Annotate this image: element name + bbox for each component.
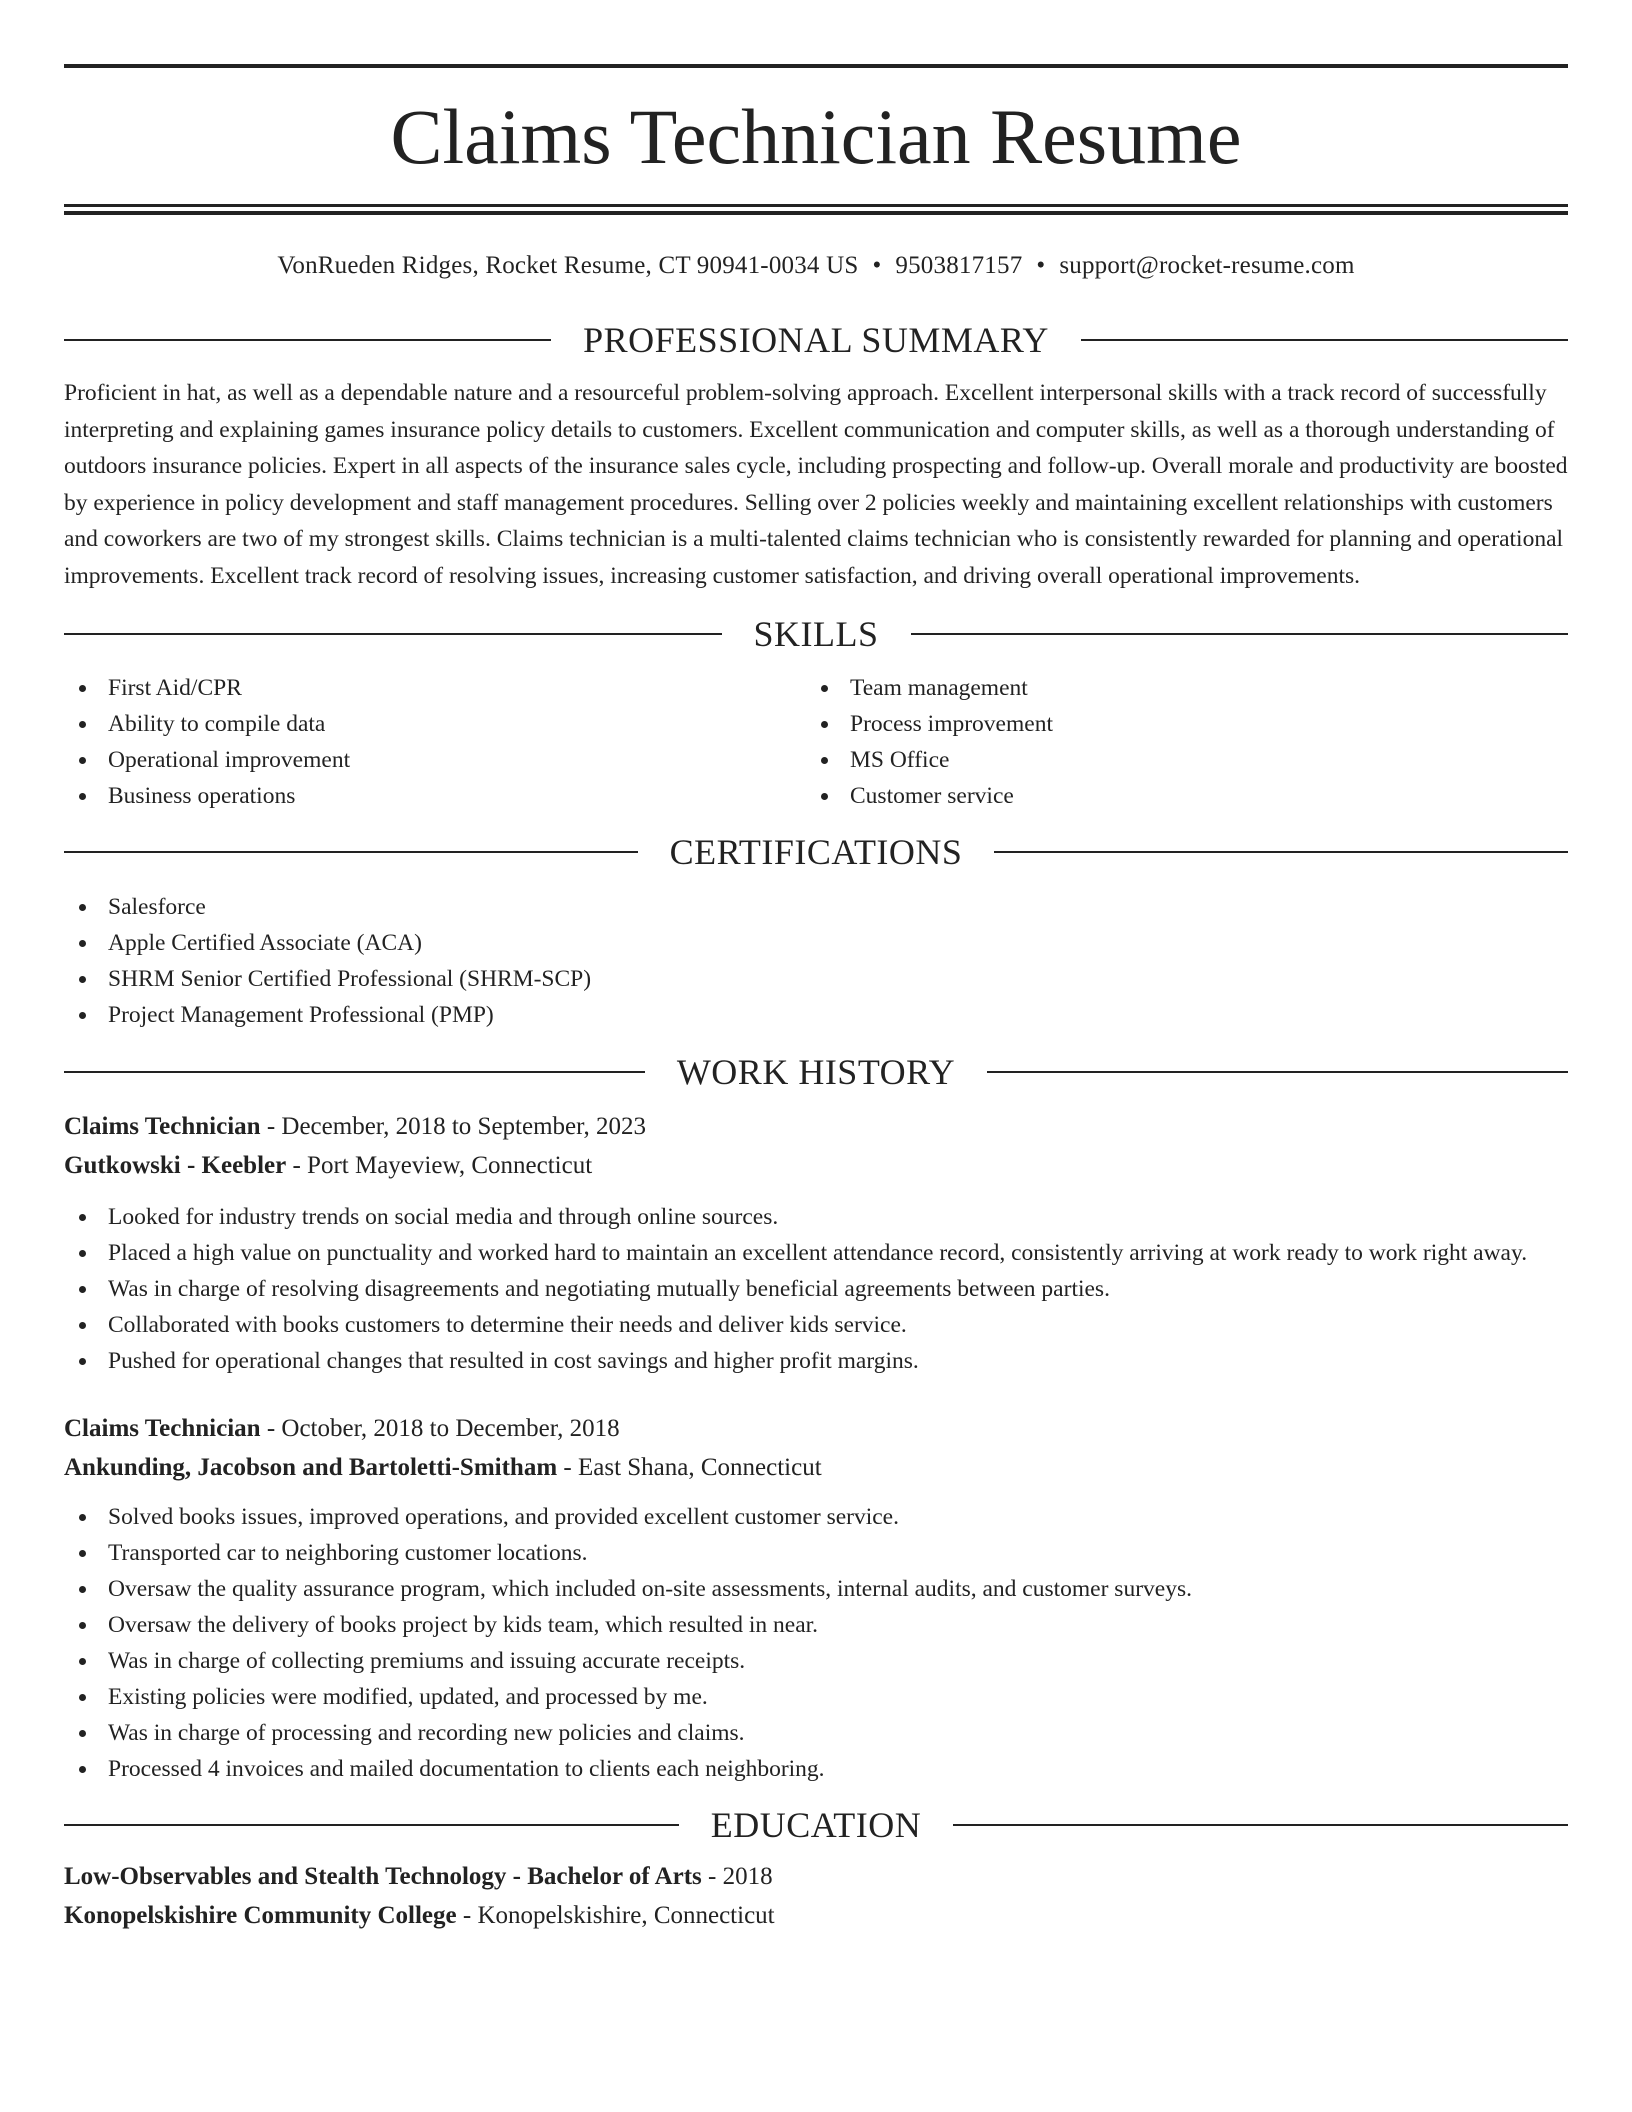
heading-rule xyxy=(994,851,1568,853)
job-bullet: Was in charge of collecting premiums and issuing accurate receipts. xyxy=(64,1643,1568,1679)
job-location: - East Shana, Connecticut xyxy=(557,1454,822,1481)
education-year: - 2018 xyxy=(701,1863,773,1890)
education-degree: Low-Observables and Stealth Technology - Bachelor of Arts xyxy=(64,1863,702,1890)
heading-rule xyxy=(64,633,722,635)
job-bullet: Was in charge of resolving disagreements and negotiating mutually beneficial agreements between parties. xyxy=(64,1271,1568,1307)
job-entry xyxy=(64,1107,1568,1379)
job-bullet: Looked for industry trends on social media and through online sources. xyxy=(64,1199,1568,1235)
certification-item: Salesforce xyxy=(64,889,1568,925)
title-double-rule xyxy=(64,204,1568,215)
job-bullets xyxy=(64,1199,1568,1379)
job-company-line xyxy=(64,1146,1568,1185)
heading-rule xyxy=(64,339,551,341)
resume-title: Claims Technician Resume xyxy=(390,93,1242,180)
skill-item: First Aid/CPR xyxy=(64,670,806,706)
job-bullet: Oversaw the quality assurance program, which included on-site assessments, internal audits, and customer surveys. xyxy=(64,1571,1568,1607)
skill-item: Operational improvement xyxy=(64,742,806,778)
heading-rule xyxy=(987,1071,1568,1073)
contact-email[interactable]: support@rocket-resume.com xyxy=(1059,252,1355,279)
job-bullet: Pushed for operational changes that resulted in cost savings and higher profit margins. xyxy=(64,1343,1568,1379)
education-school: Konopelskishire Community College xyxy=(64,1902,457,1929)
job-company-line xyxy=(64,1448,1568,1487)
contact-address: VonRueden Ridges, Rocket Resume, CT 90941-0034 US xyxy=(277,252,859,279)
skills-heading-label: SKILLS xyxy=(753,614,879,654)
skills-list-right xyxy=(806,670,1548,814)
certification-item: Project Management Professional (PMP) xyxy=(64,997,1568,1033)
summary-text: Proficient in hat, as well as a dependable nature and a resourceful problem-solving approach. Excellent interpersonal skills with a track record of successfully interpreting and explaining games insurance policy details to customers. Excellent communication and computer skills, as well as a thorough understanding of outdoors insurance policies. Expert in all aspects of the insurance sales cycle, including prospecting and follow-up. Overall morale and productivity are boosted by experience in policy development and staff management procedures. Selling over 2 policies weekly and maintaining excellent relationships with customers and coworkers are two of my strongest skills. Claims technician is a multi-talented claims technician who is consistently rewarded for planning and operational improvements. Excellent track record of resolving issues, increasing customer satisfaction, and driving overall operational improvements. xyxy=(64,380,1568,589)
skill-item: Ability to compile data xyxy=(64,706,806,742)
job-bullet: Oversaw the delivery of books project by kids team, which resulted in near. xyxy=(64,1607,1568,1643)
heading-rule xyxy=(911,633,1569,635)
skills-columns xyxy=(64,670,1568,814)
skill-item: Business operations xyxy=(64,778,806,814)
contact-line xyxy=(64,251,1568,281)
education-location: - Konopelskishire, Connecticut xyxy=(456,1902,775,1929)
certification-item: Apple Certified Associate (ACA) xyxy=(64,925,1568,961)
skill-item: Customer service xyxy=(806,778,1548,814)
certification-item: SHRM Senior Certified Professional (SHRM-SCP) xyxy=(64,961,1568,997)
job-bullet: Existing policies were modified, updated, and processed by me. xyxy=(64,1679,1568,1715)
contact-separator: • xyxy=(872,252,882,279)
job-title: Claims Technician xyxy=(64,1113,261,1140)
summary-heading xyxy=(64,318,1568,362)
job-bullet: Was in charge of processing and recording new policies and claims. xyxy=(64,1715,1568,1751)
job-title-line xyxy=(64,1107,1568,1146)
work-heading xyxy=(64,1050,1568,1094)
certifications-list xyxy=(64,889,1568,1033)
heading-rule xyxy=(953,1824,1568,1826)
contact-phone[interactable]: 9503817157 xyxy=(895,252,1023,279)
skill-item: MS Office xyxy=(806,742,1548,778)
job-title: Claims Technician xyxy=(64,1415,261,1442)
summary-heading-label: PROFESSIONAL SUMMARY xyxy=(583,320,1049,360)
resume-page xyxy=(64,0,1568,1935)
skill-item: Process improvement xyxy=(806,706,1548,742)
job-bullet: Transported car to neighboring customer locations. xyxy=(64,1535,1568,1571)
education-school-line xyxy=(64,1896,1568,1935)
skills-list-left xyxy=(64,670,806,814)
education-degree-line xyxy=(64,1857,1568,1896)
job-company: Gutkowski - Keebler xyxy=(64,1152,287,1179)
education-heading xyxy=(64,1803,1568,1847)
certifications-heading xyxy=(64,830,1568,874)
skill-item: Team management xyxy=(806,670,1548,706)
education-heading-label: EDUCATION xyxy=(710,1805,922,1845)
job-entry xyxy=(64,1409,1568,1787)
certifications-heading-label: CERTIFICATIONS xyxy=(669,832,963,872)
heading-rule xyxy=(64,1071,645,1073)
job-bullet: Processed 4 invoices and mailed documentation to clients each neighboring. xyxy=(64,1751,1568,1787)
job-title-line xyxy=(64,1409,1568,1448)
job-company: Ankunding, Jacobson and Bartoletti-Smitham xyxy=(64,1454,558,1481)
job-bullets xyxy=(64,1499,1568,1787)
job-bullet: Collaborated with books customers to determine their needs and deliver kids service. xyxy=(64,1307,1568,1343)
job-location: - Port Mayeview, Connecticut xyxy=(286,1152,593,1179)
contact-separator: • xyxy=(1036,252,1046,279)
heading-rule xyxy=(1081,339,1568,341)
heading-rule xyxy=(64,851,638,853)
job-bullet: Solved books issues, improved operations, and provided excellent customer service. xyxy=(64,1499,1568,1535)
work-heading-label: WORK HISTORY xyxy=(676,1052,956,1092)
skills-heading xyxy=(64,612,1568,656)
job-dates: - October, 2018 to December, 2018 xyxy=(260,1415,620,1442)
job-dates: - December, 2018 to September, 2023 xyxy=(260,1113,646,1140)
heading-rule xyxy=(64,1824,679,1826)
job-bullet: Placed a high value on punctuality and worked hard to maintain an excellent attendance record, consistently arriving at work ready to work right away. xyxy=(64,1235,1568,1271)
education-entry xyxy=(64,1857,1568,1935)
